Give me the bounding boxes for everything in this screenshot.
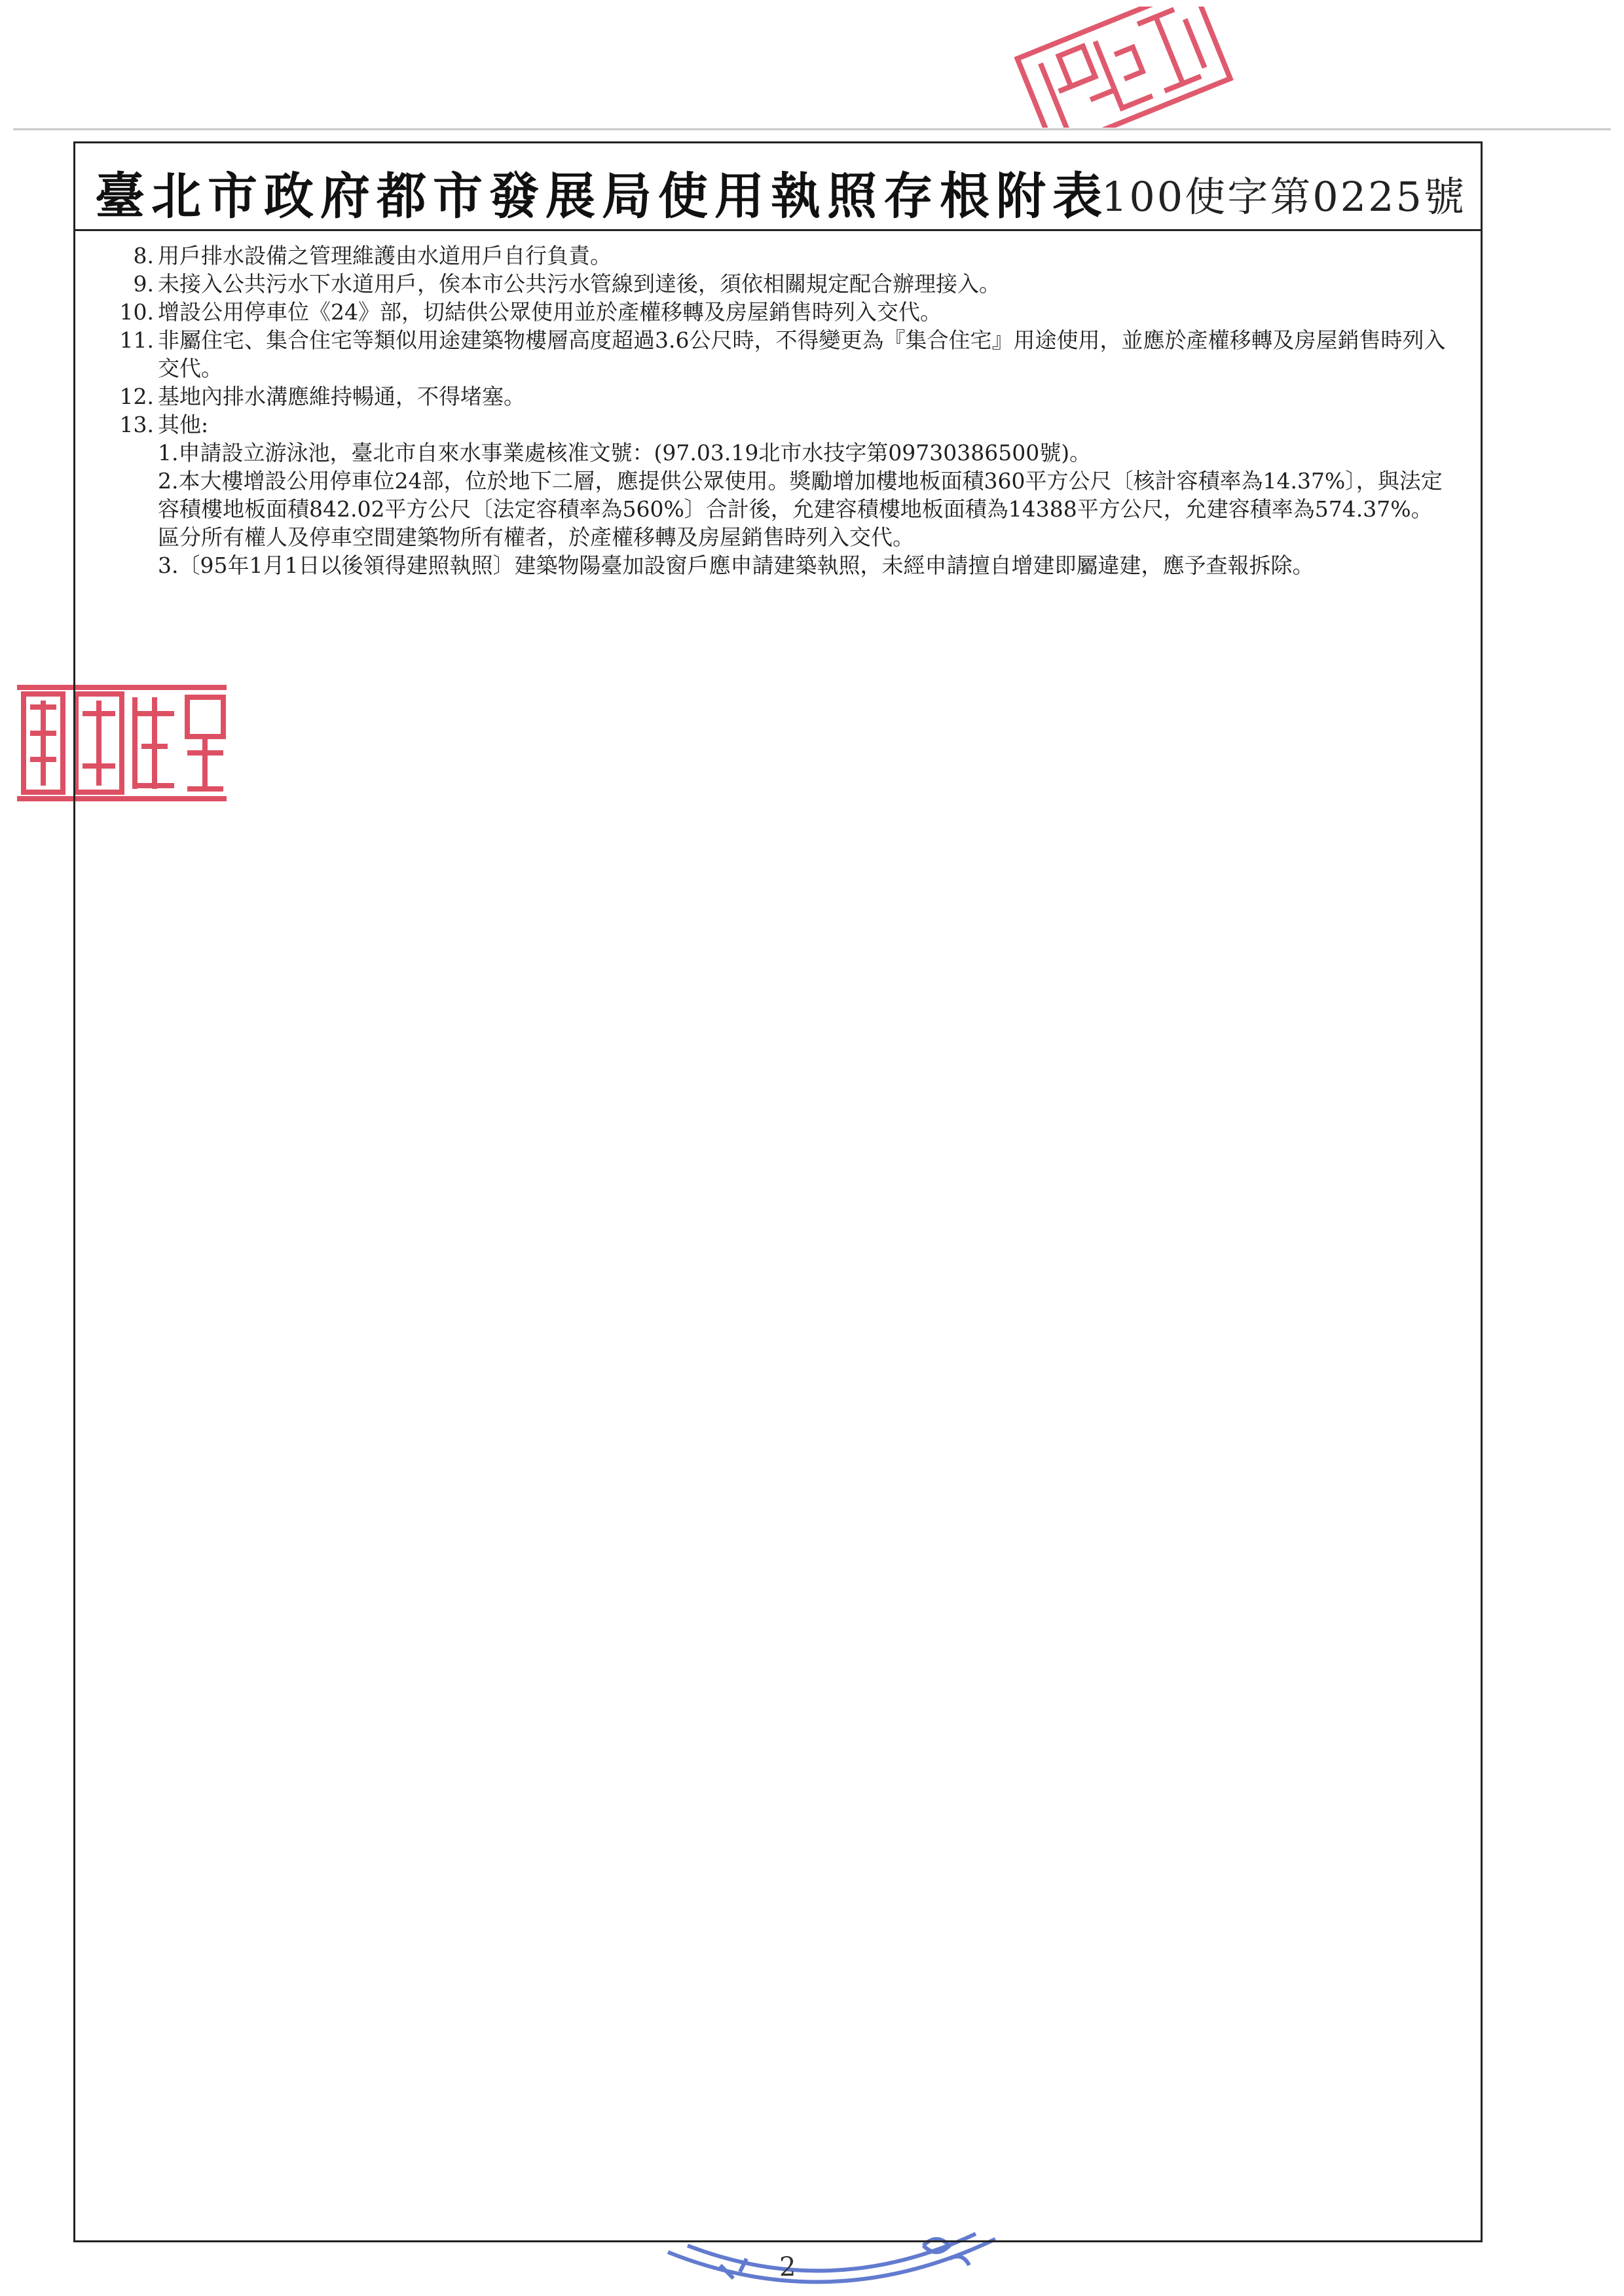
item-number: 12. (119, 384, 154, 409)
item-text: 增設公用停車位《24》部，切結供公眾使用並於產權移轉及房屋銷售時列入交代。 (158, 299, 942, 325)
item-number: 8. (133, 243, 154, 268)
sub-item: 2.本大樓增設公用停車位24部，位於地下二層，應提供公眾使用。獎勵增加樓地板面積360平方公尺〔核計容積率為14.37%〕，與法定容積樓地板面積842.02平方公尺〔法定容積率為560%〕合計後，允建容積樓地板面積為14388平方公尺，允建容積率為574.37%。區分所有權人及停車空間建築物所有權者，於產權移轉及房屋銷售時列入交代。 (158, 468, 1443, 550)
top-rule (13, 128, 1611, 130)
header-bar (75, 143, 1481, 231)
list-item (115, 326, 1450, 382)
list-item (115, 410, 1450, 439)
item-text: 其他: (158, 412, 209, 437)
document-frame (73, 141, 1483, 2242)
document-title: 臺北市政府都市發展局使用執照存根附表 (95, 167, 1109, 225)
list-item (115, 270, 1450, 298)
sub-item: 1.申請設立游泳池，臺北市自來水事業處核准文號：(97.03.19北市水技字第09730386500號)。 (158, 440, 1092, 465)
item-number: 10. (119, 299, 154, 325)
page-number: 2 (779, 2252, 796, 2282)
list-item (115, 298, 1450, 326)
item-text: 基地內排水溝應維持暢通，不得堵塞。 (158, 384, 525, 409)
item-text: 未接入公共污水下水道用戶，俟本市公共污水管線到達後，須依相關規定配合辦理接入。 (158, 271, 1001, 297)
item-text: 用戶排水設備之管理維護由水道用戶自行負責。 (158, 243, 612, 268)
conditions-list (115, 242, 1450, 579)
item-number: 11. (119, 327, 154, 353)
item-text: 非屬住宅、集合住宅等類似用途建築物樓層高度超過3.6公尺時，不得變更為『集合住宅』用途使用，並應於產權移轉及房屋銷售時列入交代。 (158, 327, 1446, 381)
list-item (115, 382, 1450, 410)
permit-number: 100使字第0225號 (1101, 173, 1466, 221)
sub-item: 3.〔95年1月1日以後領得建照執照〕建築物陽臺加設窗戶應申請建築執照，未經申請擅自增建即屬違建，應予查報拆除。 (158, 553, 1314, 578)
seal-top-right-icon (1002, 7, 1244, 128)
item-number: 13. (119, 412, 154, 437)
list-item (115, 242, 1450, 270)
item-number: 9. (133, 271, 154, 297)
